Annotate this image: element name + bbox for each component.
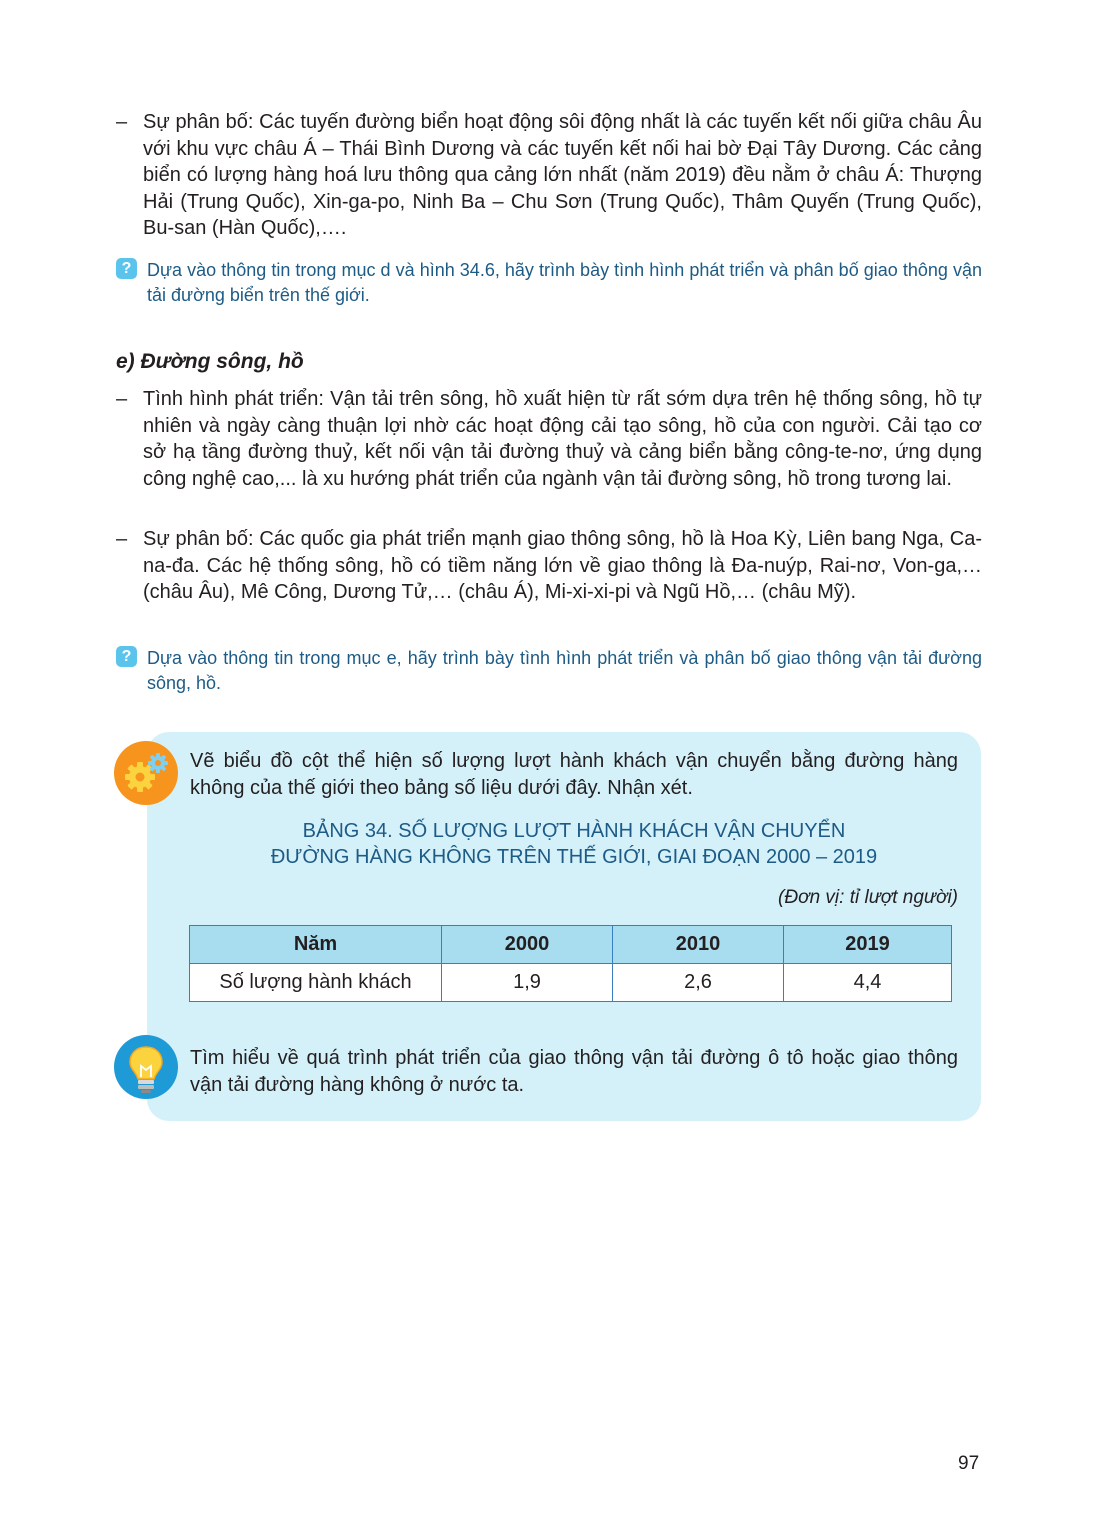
passenger-table xyxy=(189,925,952,1002)
table-row xyxy=(190,964,952,1002)
bullet-sea-distribution xyxy=(116,109,982,242)
question-e xyxy=(116,646,982,696)
lightbulb-icon xyxy=(114,1035,178,1099)
bullet-text: Sự phân bố: Các tuyến đường biển hoạt động sôi động nhất là các tuyến kết nối giữa châu Âu với khu vực châu Á – Thái Bình Dương và các tuyến kết nối hai bờ Đại Tây Dương. Các cảng biển có lượng hàng hoá lưu thông qua cảng lớn nhất (năm 2019) đều nằm ở châu Á: Thượng Hải (Trung Quốc), Xin-ga-po, Ninh Ba – Chu Sơn (Trung Quốc), Thâm Quyến (Trung Quốc), Bu-san (Hàn Quốc),…. xyxy=(143,111,982,239)
application-text: Tìm hiểu về quá trình phát triển của giao thông vận tải đường ô tô hoặc giao thông vận tải đường hàng không ở nước ta. xyxy=(190,1047,958,1096)
table-title-line-2: ĐƯỜNG HÀNG KHÔNG TRÊN THẾ GIỚI, GIAI ĐOẠN 2000 – 2019 xyxy=(270,846,878,868)
value-2019: 4,4 xyxy=(784,964,952,1002)
question-icon: ? xyxy=(116,646,137,667)
table-title xyxy=(190,818,958,870)
header-year: Năm xyxy=(190,926,442,964)
bulb-icon xyxy=(114,1035,178,1099)
question-d-text: Dựa vào thông tin trong mục d và hình 34.6, hãy trình bày tình hình phát triển và phân bố giao thông vận tải đường biển trên thế giới. xyxy=(147,260,982,305)
header-2019: 2019 xyxy=(784,926,952,964)
gears-icon xyxy=(114,741,178,805)
question-d xyxy=(116,258,982,308)
header-2000: 2000 xyxy=(442,926,613,964)
bullet-dash: – xyxy=(116,111,128,133)
bullet-text: Sự phân bố: Các quốc gia phát triển mạnh giao thông sông, hồ là Hoa Kỳ, Liên bang Nga, Ca-na-đa. Các hệ thống sông, hồ có tiềm năng lớn về giao thông là Đa-nuýp, Rai-nơ, Von-ga,… (châu Âu), Mê Công, Dương Tử,… (châu Á), Mi-xi-xi-pi và Ngũ Hồ,… (châu Mỹ). xyxy=(143,528,982,603)
page-number: 97 xyxy=(958,1453,980,1474)
row-label: Số lượng hành khách xyxy=(190,964,442,1002)
value-2000: 1,9 xyxy=(442,964,613,1002)
section-heading-e: e) Đường sông, hồ xyxy=(116,350,304,373)
table-header-row xyxy=(190,926,952,964)
table-title-line-1: BẢNG 34. SỐ LƯỢNG LƯỢT HÀNH KHÁCH VẬN CHUYỂN xyxy=(302,820,846,842)
table-unit: (Đơn vị: tỉ lượt người) xyxy=(778,887,958,908)
value-2010: 2,6 xyxy=(613,964,784,1002)
bullet-dash: – xyxy=(116,528,128,550)
bullet-river-development xyxy=(116,386,982,492)
gear-icon xyxy=(114,741,178,805)
question-icon: ? xyxy=(116,258,137,279)
bullet-dash: – xyxy=(116,388,128,410)
header-2010: 2010 xyxy=(613,926,784,964)
practice-instruction: Vẽ biểu đồ cột thể hiện số lượng lượt hành khách vận chuyển bằng đường hàng không của thế giới theo bảng số liệu dưới đây. Nhận xét. xyxy=(190,750,958,799)
question-e-text: Dựa vào thông tin trong mục e, hãy trình bày tình hình phát triển và phân bố giao thông vận tải đường sông, hồ. xyxy=(147,648,982,693)
bullet-river-distribution xyxy=(116,526,982,606)
bullet-text: Tình hình phát triển: Vận tải trên sông, hồ xuất hiện từ rất sớm dựa trên hệ thống sông, hồ tự nhiên và ngày càng thuận lợi nhờ các hoạt động cải tạo sông, hồ của con người. Cải tạo cơ sở hạ tầng đường thuỷ, kết nối vận tải đường thuỷ và cảng biển bằng công-te-nơ, ứng dụng công nghệ cao,... là xu hướng phát triển của ngành vận tải đường sông, hồ trong tương lai. xyxy=(143,388,982,490)
